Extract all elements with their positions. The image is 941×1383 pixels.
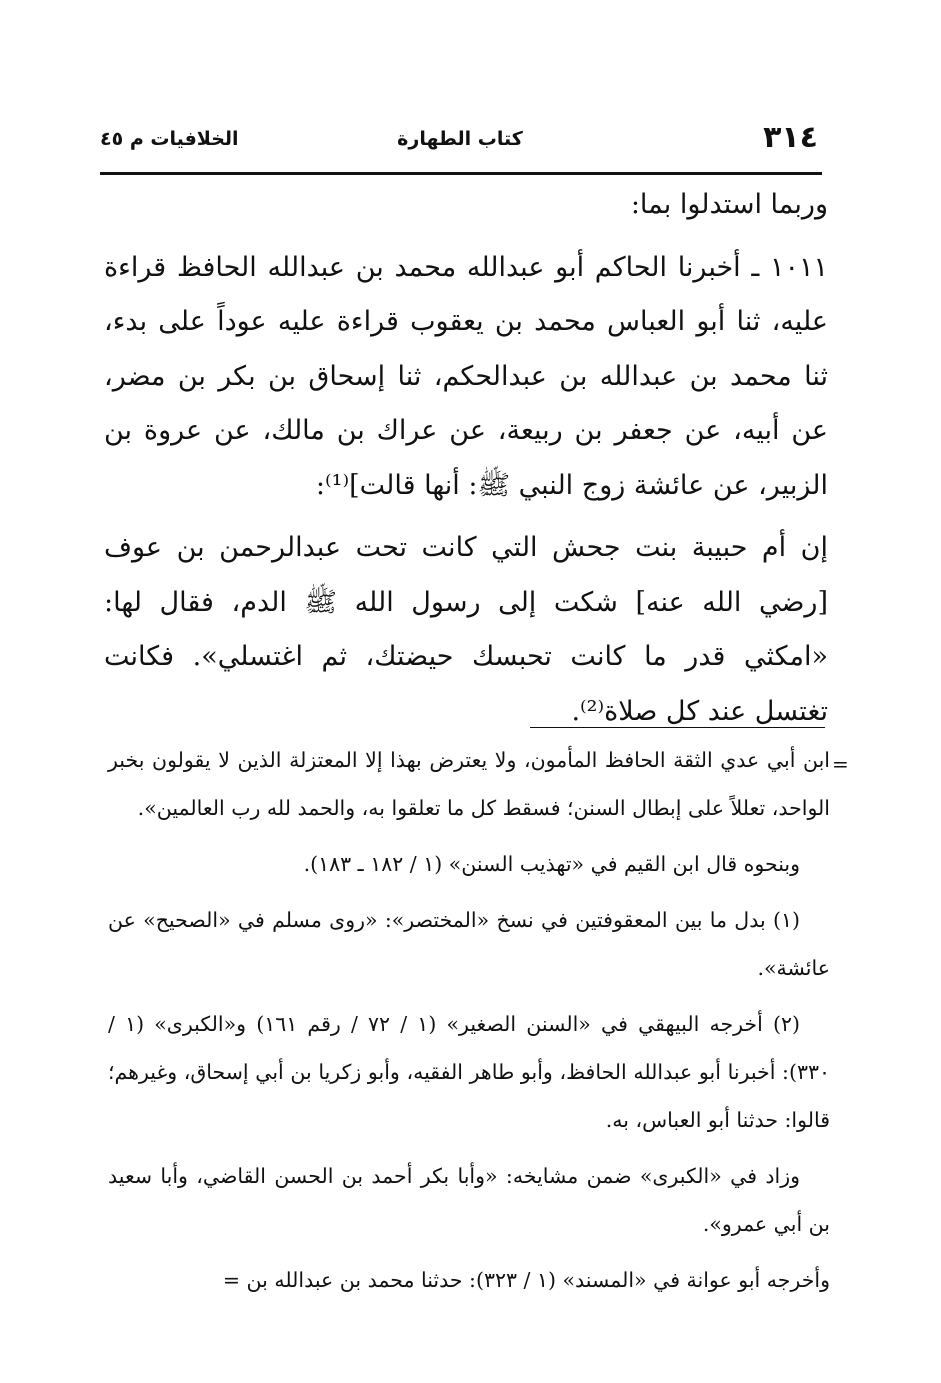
footnote-2-addition: وزاد في «الكبرى» ضمن مشايخه: «وأبا بكر أحمد بن الحسن القاضي، وأبا سعيد بن أبي عمرو». xyxy=(108,1164,830,1236)
footnote-continued-extra: وبنحوه قال ابن القيم في «تهذيب السنن» (١ / ١٨٢ ـ ١٨٣). xyxy=(303,852,800,876)
footnotes xyxy=(108,736,830,1304)
page-number: ٣١٤ xyxy=(763,120,818,155)
footnote-2-continued: وأخرجه أبو عوانة في «المسند» (١ / ٣٢٣): حدثنا محمد بن عبدالله بن = xyxy=(222,1268,830,1292)
main-text xyxy=(104,178,828,739)
book-title: كتاب الطهارة xyxy=(397,128,523,150)
intro-line: وربما استدلوا بما: xyxy=(630,189,828,220)
running-header xyxy=(100,118,820,158)
footnote-separator xyxy=(530,727,825,728)
header-rule xyxy=(100,172,822,175)
footnote-2: (٢) أخرجه البيهقي في «السنن الصغير» (١ / ٧٢ / رقم ١٦١) و«الكبرى» (١ / ٣٣٠): أخبرنا أبو عبدالله الحافظ، وأبو طاهر الفقيه، وأبو زكريا بن أبي إسحاق، وغيرهم؛ قالوا: حدثنا أبو العباس، به. xyxy=(108,1012,830,1132)
continuation-mark: = xyxy=(832,752,849,776)
section-label: الخلافيات م ٤٥ xyxy=(100,128,239,150)
hadith-matn-paragraph: إن أم حبيبة بنت جحش التي كانت تحت عبدالرحمن بن عوف [رضي الله عنه] شكت إلى رسول الله ﷺ الدم، فقال لها: «امكثي قدر ما كانت تحبسك حيضتك، ثم اغتسلي». فكانت تغتسل عند كل صلاة⁽²⁾. xyxy=(104,532,828,727)
footnote-continued: ابن أبي عدي الثقة الحافظ المأمون، ولا يعترض بهذا إلا المعتزلة الذين لا يقولون بخبر الواحد، تعللاً على إبطال السنن؛ فسقط كل ما تعلقوا به، والحمد لله رب العالمين». xyxy=(108,748,830,820)
footnote-1: (١) بدل ما بين المعقوفتين في نسخ «المختصر»: «روى مسلم في «الصحيح» عن عائشة». xyxy=(108,908,830,980)
hadith-isnad-paragraph: ١٠١١ ـ أخبرنا الحاكم أبو عبدالله محمد بن عبدالله الحافظ قراءة عليه، ثنا أبو العباس محمد بن يعقوب قراءة عليه عوداً على بدء، ثنا محمد بن عبدالله بن عبدالحكم، ثنا إسحاق بن بكر بن مضر، عن أبيه، عن جعفر بن ربيعة، عن عراك بن مالك، عن عروة بن الزبير، عن عائشة زوج النبي ﷺ: أنها قالت]⁽¹⁾: xyxy=(104,251,828,501)
